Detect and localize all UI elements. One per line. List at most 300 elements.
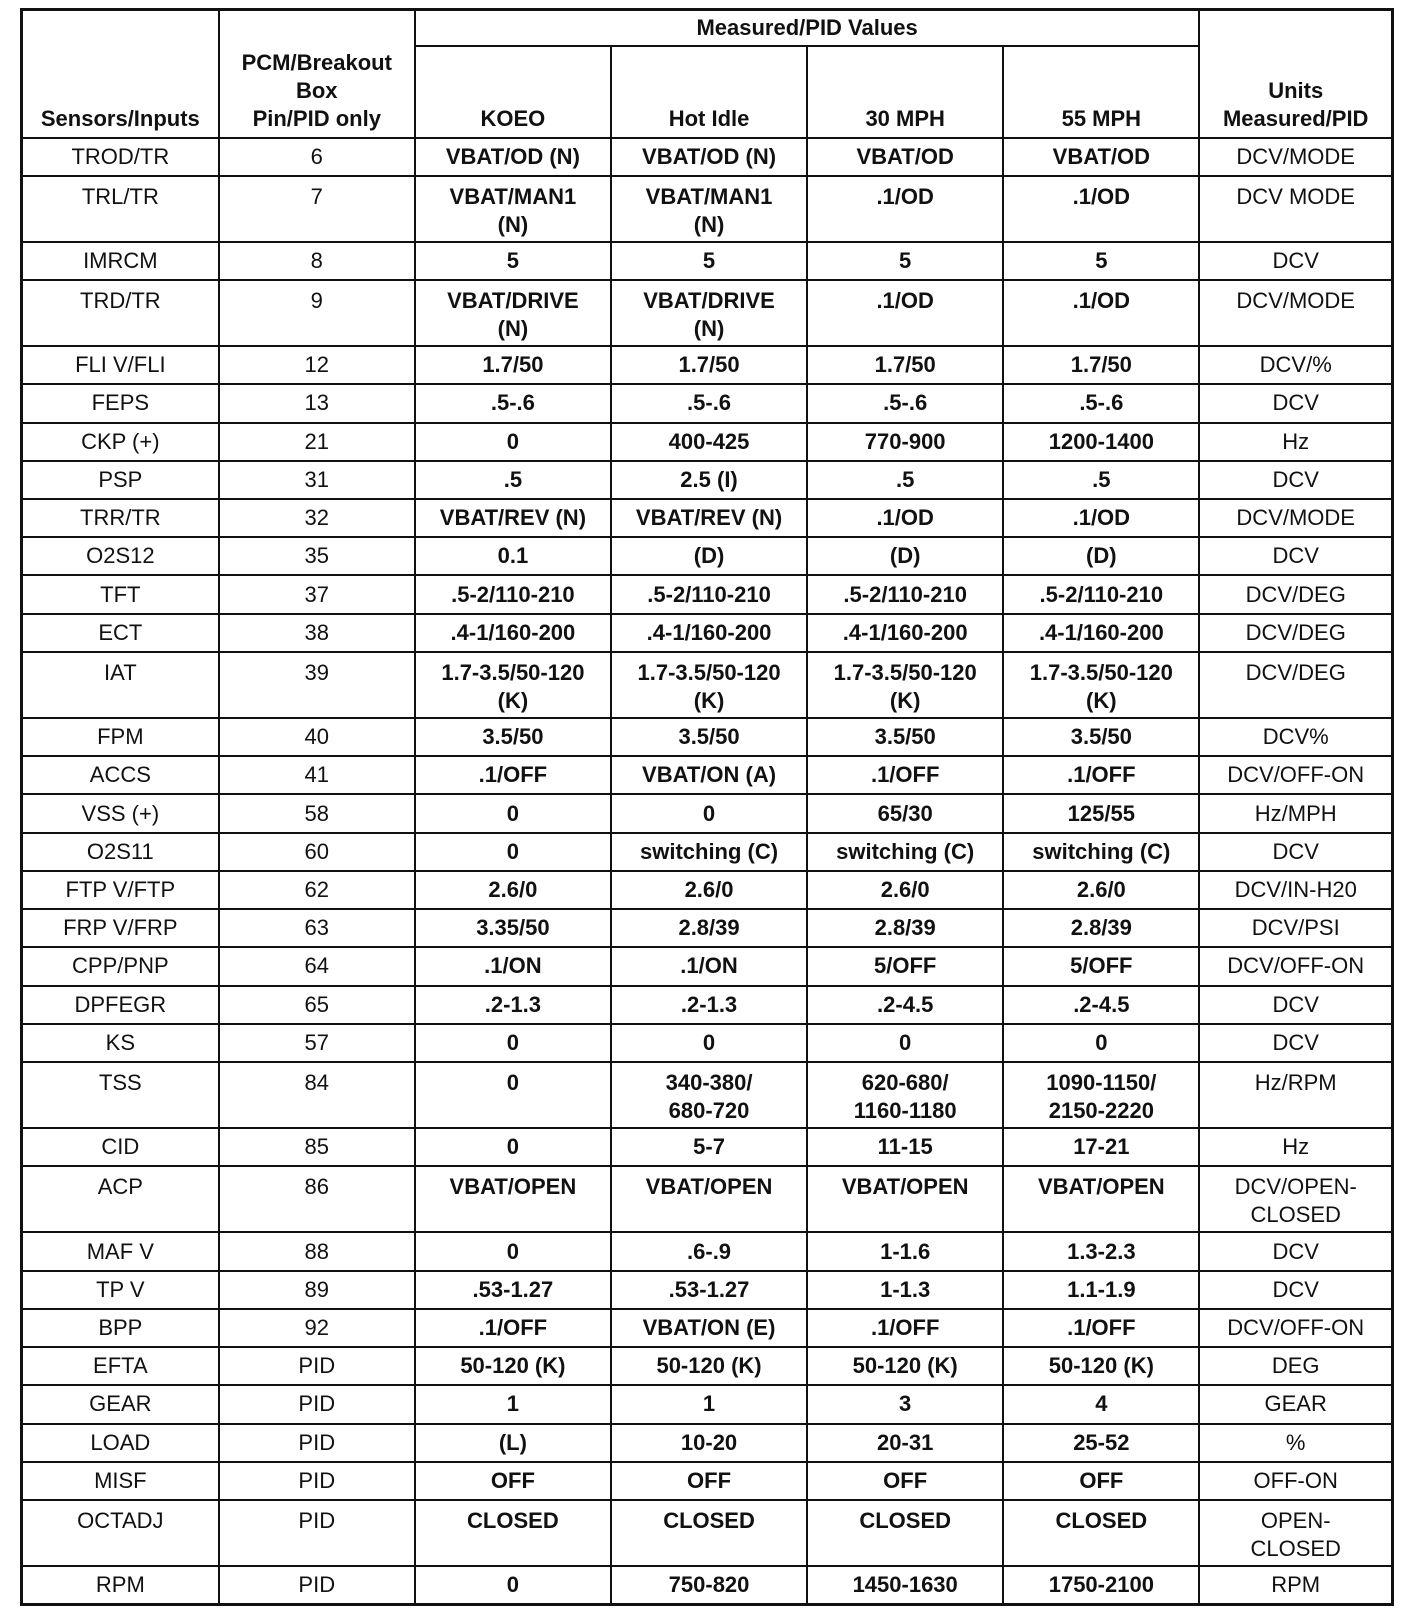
value-line: .5	[503, 466, 523, 492]
koeo-value	[415, 652, 611, 718]
mph55-value	[1003, 176, 1199, 242]
koeo-value	[415, 242, 611, 280]
pin-pid: 7	[219, 176, 415, 242]
value-line: 2.6/0	[684, 877, 734, 902]
mph55-value	[1003, 794, 1199, 832]
value-line: 0	[506, 1069, 520, 1095]
koeo-value	[415, 718, 611, 756]
value-line: 1200-1400	[1048, 428, 1154, 454]
hot-idle-value	[611, 1347, 807, 1385]
koeo-value	[415, 871, 611, 909]
value-line: 680-720	[668, 1097, 750, 1123]
units-value	[1199, 614, 1392, 652]
table-row	[22, 1462, 1393, 1500]
value-line: 1.7-3.5/50-120	[441, 659, 585, 685]
value-line: 1160-1180	[853, 1097, 957, 1123]
hot-idle-value	[611, 794, 807, 832]
unit-line: DCV/IN-H20	[1234, 877, 1357, 902]
value-line: .6-.9	[687, 1238, 732, 1264]
table-row	[22, 242, 1393, 280]
mph55-value	[1003, 384, 1199, 422]
value-line: 1750-2100	[1048, 1572, 1154, 1598]
value-line: 0	[702, 800, 716, 826]
pin-pid: 89	[219, 1271, 415, 1309]
unit-line: DCV	[1272, 838, 1319, 864]
table-row	[22, 614, 1393, 652]
value-line: .4-1/160-200	[842, 619, 968, 645]
pin-pid: 64	[219, 947, 415, 985]
value-line: VBAT/DRIVE	[643, 288, 775, 314]
value-line: .4-1/160-200	[1038, 619, 1164, 645]
units-value	[1199, 1024, 1392, 1062]
pin-pid: 35	[219, 537, 415, 575]
hot-idle-value	[611, 756, 807, 794]
units-value	[1199, 242, 1392, 280]
pin-pid: 12	[219, 346, 415, 384]
koeo-value	[415, 1062, 611, 1128]
mph30-value	[807, 794, 1003, 832]
unit-line: DCV/PSI	[1251, 915, 1340, 941]
value-line: .5-2/110-210	[843, 581, 967, 607]
value-line: 3.5/50	[874, 724, 936, 750]
sensor-name: CKP (+)	[22, 423, 219, 461]
mph55-value	[1003, 242, 1199, 280]
unit-line: DCV/OFF-ON	[1227, 1314, 1365, 1340]
mph30-value	[807, 176, 1003, 242]
value-line: (L)	[498, 1429, 527, 1455]
value-line: 1-1.3	[880, 1276, 931, 1302]
value-line: switching (C)	[1032, 838, 1171, 864]
value-line: CLOSED	[467, 1507, 559, 1533]
table-row	[22, 280, 1393, 346]
sensor-name: CPP/PNP	[22, 947, 219, 985]
value-line: 0	[506, 838, 520, 864]
value-line: 1-1.6	[880, 1238, 931, 1264]
mph55-value	[1003, 537, 1199, 575]
hot-idle-value	[611, 614, 807, 652]
units-value	[1199, 1462, 1392, 1500]
table-row	[22, 718, 1393, 756]
koeo-value	[415, 1385, 611, 1423]
value-line: 1.1-1.9	[1067, 1276, 1136, 1302]
hot-idle-value	[611, 1024, 807, 1062]
koeo-value	[415, 1424, 611, 1462]
value-line: 0	[506, 428, 520, 454]
sensor-name: RPM	[22, 1566, 219, 1604]
header-koeo: KOEO	[415, 46, 611, 138]
table-row	[22, 986, 1393, 1024]
koeo-value	[415, 1347, 611, 1385]
value-line: OFF	[1079, 1467, 1124, 1493]
table-row	[22, 499, 1393, 537]
mph55-value	[1003, 833, 1199, 871]
sensor-name: KS	[22, 1024, 219, 1062]
hot-idle-value	[611, 947, 807, 985]
mph55-value	[1003, 461, 1199, 499]
table-row	[22, 138, 1393, 176]
value-line: OFF	[687, 1467, 732, 1493]
value-line: 0	[506, 1029, 520, 1055]
value-line: 2.8/39	[1070, 915, 1132, 941]
header-pcm-breakout-box: PCM/Breakout Box Pin/PID only	[219, 10, 415, 138]
sensor-name: ACCS	[22, 756, 219, 794]
units-value	[1199, 1500, 1392, 1566]
unit-line: DCV/MODE	[1236, 505, 1355, 531]
units-value	[1199, 1347, 1392, 1385]
mph55-value	[1003, 138, 1199, 176]
units-value	[1199, 1385, 1392, 1423]
value-line: 50-120 (K)	[460, 1353, 566, 1379]
pin-pid: 13	[219, 384, 415, 422]
value-line: VBAT/REV (N)	[439, 505, 587, 531]
mph30-value	[807, 461, 1003, 499]
value-line: .5-2/110-210	[1039, 581, 1164, 607]
unit-line: DCV/MODE	[1236, 288, 1355, 314]
hot-idle-value	[611, 138, 807, 176]
units-value	[1199, 461, 1392, 499]
value-line: 11-15	[877, 1134, 933, 1160]
value-line: 2.6/0	[488, 877, 538, 902]
value-line: .1/OD	[876, 288, 934, 314]
sensor-name: TSS	[22, 1062, 219, 1128]
mph55-value	[1003, 1232, 1199, 1270]
mph30-value	[807, 1500, 1003, 1566]
pin-pid: 62	[219, 871, 415, 909]
value-line: 50-120 (K)	[852, 1353, 958, 1379]
value-line: 770-900	[864, 428, 946, 454]
sensor-name: IAT	[22, 652, 219, 718]
units-value	[1199, 1566, 1392, 1604]
pin-pid: PID	[219, 1347, 415, 1385]
mph55-value	[1003, 346, 1199, 384]
units-value	[1199, 1166, 1392, 1232]
pin-pid: 92	[219, 1309, 415, 1347]
koeo-value	[415, 461, 611, 499]
hot-idle-value	[611, 280, 807, 346]
value-line: .1/OD	[1072, 505, 1131, 531]
value-line: 5/OFF	[1070, 953, 1133, 979]
pin-pid: 37	[219, 575, 415, 613]
value-line: .1/OD	[1072, 288, 1131, 314]
value-line: (K)	[497, 687, 529, 713]
value-line: 50-120 (K)	[1048, 1353, 1154, 1379]
value-line: 1450-1630	[852, 1572, 958, 1598]
value-line: 0	[506, 1572, 520, 1598]
units-value	[1199, 909, 1392, 947]
units-value	[1199, 346, 1392, 384]
units-value	[1199, 280, 1392, 346]
unit-line: CLOSED	[1250, 1202, 1341, 1228]
value-line: 400-425	[668, 428, 750, 454]
sensor-name: TP V	[22, 1271, 219, 1309]
header-measured-pid-values: Measured/PID Values	[415, 10, 1200, 46]
koeo-value	[415, 1271, 611, 1309]
units-value	[1199, 423, 1392, 461]
value-line: VBAT/OPEN	[841, 1174, 969, 1200]
table-row	[22, 1385, 1393, 1423]
mph30-value	[807, 575, 1003, 613]
value-line: .5-.6	[1079, 390, 1124, 416]
mph30-value	[807, 871, 1003, 909]
koeo-value	[415, 909, 611, 947]
koeo-value	[415, 280, 611, 346]
table-row	[22, 1347, 1393, 1385]
unit-line: DCV	[1272, 247, 1319, 273]
mph30-value	[807, 499, 1003, 537]
value-line: 0.1	[497, 543, 529, 569]
koeo-value	[415, 499, 611, 537]
koeo-value	[415, 138, 611, 176]
value-line: (D)	[889, 543, 921, 569]
pin-pid: 57	[219, 1024, 415, 1062]
koeo-value	[415, 575, 611, 613]
value-line: .5-2/110-210	[451, 581, 575, 607]
mph55-value	[1003, 871, 1199, 909]
mph55-value	[1003, 652, 1199, 718]
mph30-value	[807, 1166, 1003, 1232]
value-line: switching (C)	[836, 838, 975, 864]
value-line: .1/ON	[484, 953, 542, 979]
pin-pid: 31	[219, 461, 415, 499]
koeo-value	[415, 1566, 611, 1604]
sensor-name: ECT	[22, 614, 219, 652]
value-line: (N)	[693, 211, 725, 237]
value-line: 1.7/50	[482, 352, 544, 378]
value-line: VBAT/OPEN	[645, 1174, 773, 1200]
value-line: .2-4.5	[1073, 991, 1130, 1017]
hot-idle-value	[611, 1166, 807, 1232]
sensor-name: CID	[22, 1128, 219, 1166]
value-line: CLOSED	[1055, 1507, 1148, 1533]
value-line: 4	[1095, 1391, 1108, 1417]
table-row	[22, 1309, 1393, 1347]
sensor-name: FRP V/FRP	[22, 909, 219, 947]
sensor-name: TRR/TR	[22, 499, 219, 537]
table-row	[22, 1232, 1393, 1270]
koeo-value	[415, 947, 611, 985]
header-hot-idle: Hot Idle	[611, 46, 807, 138]
mph55-value	[1003, 1385, 1199, 1423]
value-line: OFF	[490, 1467, 535, 1493]
table-row	[22, 1024, 1393, 1062]
value-line: 0	[506, 1238, 520, 1264]
mph55-value	[1003, 986, 1199, 1024]
value-line: 17-21	[1073, 1134, 1130, 1160]
mph30-value	[807, 909, 1003, 947]
value-line: 2.8/39	[678, 915, 740, 941]
value-line: 0	[1095, 1029, 1108, 1055]
hot-idle-value	[611, 537, 807, 575]
mph30-value	[807, 833, 1003, 871]
value-line: 1.7-3.5/50-120	[1029, 659, 1173, 685]
mph55-value	[1003, 614, 1199, 652]
table-row	[22, 461, 1393, 499]
koeo-value	[415, 346, 611, 384]
units-value	[1199, 176, 1392, 242]
header-units-measured-pid: Units Measured/PID	[1199, 10, 1392, 138]
value-line: CLOSED	[663, 1507, 755, 1533]
table-row	[22, 1062, 1393, 1128]
unit-line: DCV	[1272, 543, 1319, 569]
value-line: (K)	[693, 687, 725, 713]
pin-pid: 65	[219, 986, 415, 1024]
value-line: .1/OFF	[478, 762, 548, 788]
value-line: VBAT/OD	[856, 143, 954, 169]
units-value	[1199, 384, 1392, 422]
hot-idle-value	[611, 1062, 807, 1128]
table-row	[22, 794, 1393, 832]
sensor-name: LOAD	[22, 1424, 219, 1462]
value-line: .1/OD	[1072, 183, 1131, 209]
unit-line: OPEN-	[1260, 1507, 1331, 1533]
sensor-name: TRL/TR	[22, 176, 219, 242]
koeo-value	[415, 833, 611, 871]
mph55-value	[1003, 1062, 1199, 1128]
mph55-value	[1003, 423, 1199, 461]
sensor-name: GEAR	[22, 1385, 219, 1423]
unit-line: DCV	[1272, 1276, 1319, 1302]
pin-pid: PID	[219, 1566, 415, 1604]
mph30-value	[807, 718, 1003, 756]
unit-line: DCV	[1272, 466, 1319, 492]
hot-idle-value	[611, 909, 807, 947]
unit-line: DCV/%	[1259, 352, 1332, 378]
value-line: 1	[702, 1391, 716, 1417]
value-line: 3.5/50	[482, 724, 544, 750]
mph55-value	[1003, 1166, 1199, 1232]
value-line: 50-120 (K)	[656, 1353, 762, 1379]
pin-pid: 86	[219, 1166, 415, 1232]
hot-idle-value	[611, 1385, 807, 1423]
koeo-value	[415, 794, 611, 832]
mph55-value	[1003, 909, 1199, 947]
unit-line: DCV	[1272, 1238, 1319, 1264]
unit-line: DCV	[1272, 1029, 1319, 1055]
table-row	[22, 384, 1393, 422]
koeo-value	[415, 1232, 611, 1270]
koeo-value	[415, 756, 611, 794]
mph30-value	[807, 1271, 1003, 1309]
units-value	[1199, 575, 1392, 613]
value-line: VBAT/DRIVE	[447, 288, 579, 314]
hot-idle-value	[611, 1232, 807, 1270]
pin-pid: 88	[219, 1232, 415, 1270]
mph30-value	[807, 1385, 1003, 1423]
unit-line: DCV/OFF-ON	[1227, 953, 1365, 979]
koeo-value	[415, 1128, 611, 1166]
value-line: .4-1/160-200	[450, 619, 576, 645]
sensor-name: TFT	[22, 575, 219, 613]
mph55-value	[1003, 718, 1199, 756]
pin-pid: 63	[219, 909, 415, 947]
units-value	[1199, 833, 1392, 871]
koeo-value	[415, 423, 611, 461]
value-line: 5	[1095, 247, 1108, 273]
pin-pid: 58	[219, 794, 415, 832]
pin-pid: 32	[219, 499, 415, 537]
hot-idle-value	[611, 176, 807, 242]
units-value	[1199, 1271, 1392, 1309]
units-value	[1199, 138, 1392, 176]
pin-pid: 21	[219, 423, 415, 461]
unit-line: Hz/MPH	[1254, 800, 1337, 826]
units-value	[1199, 1232, 1392, 1270]
mph30-value	[807, 242, 1003, 280]
unit-line: DCV/OPEN-	[1234, 1174, 1357, 1200]
sensor-name: VSS (+)	[22, 794, 219, 832]
hot-idle-value	[611, 1566, 807, 1604]
mph55-value	[1003, 1024, 1199, 1062]
sensor-name: FTP V/FTP	[22, 871, 219, 909]
hot-idle-value	[611, 1462, 807, 1500]
mph55-value	[1003, 1500, 1199, 1566]
value-line: 0	[899, 1029, 912, 1055]
unit-line: DCV/DEG	[1245, 619, 1346, 645]
table-row	[22, 909, 1393, 947]
sensor-name: O2S12	[22, 537, 219, 575]
mph30-value	[807, 346, 1003, 384]
table-row	[22, 1128, 1393, 1166]
value-line: 5	[899, 247, 912, 273]
value-line: 620-680/	[861, 1069, 949, 1095]
units-value	[1199, 1128, 1392, 1166]
mph30-value	[807, 947, 1003, 985]
table-row	[22, 1500, 1393, 1566]
sensor-name: IMRCM	[22, 242, 219, 280]
hot-idle-value	[611, 1309, 807, 1347]
table-row	[22, 1271, 1393, 1309]
value-line: 1.7-3.5/50-120	[637, 659, 781, 685]
hot-idle-value	[611, 833, 807, 871]
value-line: 65/30	[877, 800, 933, 826]
value-line: .5-2/110-210	[647, 581, 771, 607]
mph30-value	[807, 1347, 1003, 1385]
value-line: .5	[896, 466, 915, 492]
unit-line: Hz	[1282, 428, 1310, 454]
value-line: 5/OFF	[874, 953, 937, 979]
koeo-value	[415, 537, 611, 575]
hot-idle-value	[611, 871, 807, 909]
value-line: 0	[702, 1029, 716, 1055]
table-row	[22, 346, 1393, 384]
hot-idle-value	[611, 499, 807, 537]
value-line: 2150-2220	[1048, 1097, 1154, 1123]
mph55-value	[1003, 1462, 1199, 1500]
mph30-value	[807, 423, 1003, 461]
mph55-value	[1003, 1424, 1199, 1462]
value-line: 0	[506, 800, 520, 826]
value-line: 0	[506, 1134, 520, 1160]
value-line: 1.3-2.3	[1067, 1238, 1136, 1264]
hot-idle-value	[611, 242, 807, 280]
value-line: (D)	[1086, 543, 1117, 569]
sensor-name: PSP	[22, 461, 219, 499]
value-line: VBAT/OPEN	[1037, 1174, 1165, 1200]
table-row	[22, 1166, 1393, 1232]
value-line: .5-.6	[490, 390, 535, 416]
table-row	[22, 1566, 1393, 1604]
value-line: 3	[899, 1391, 912, 1417]
value-line: 1.7/50	[1070, 352, 1132, 378]
koeo-value	[415, 1462, 611, 1500]
mph55-value	[1003, 756, 1199, 794]
pin-pid: 41	[219, 756, 415, 794]
hot-idle-value	[611, 575, 807, 613]
units-value	[1199, 1424, 1392, 1462]
value-line: .1/ON	[680, 953, 738, 979]
value-line: CLOSED	[859, 1507, 952, 1533]
table-row	[22, 575, 1393, 613]
